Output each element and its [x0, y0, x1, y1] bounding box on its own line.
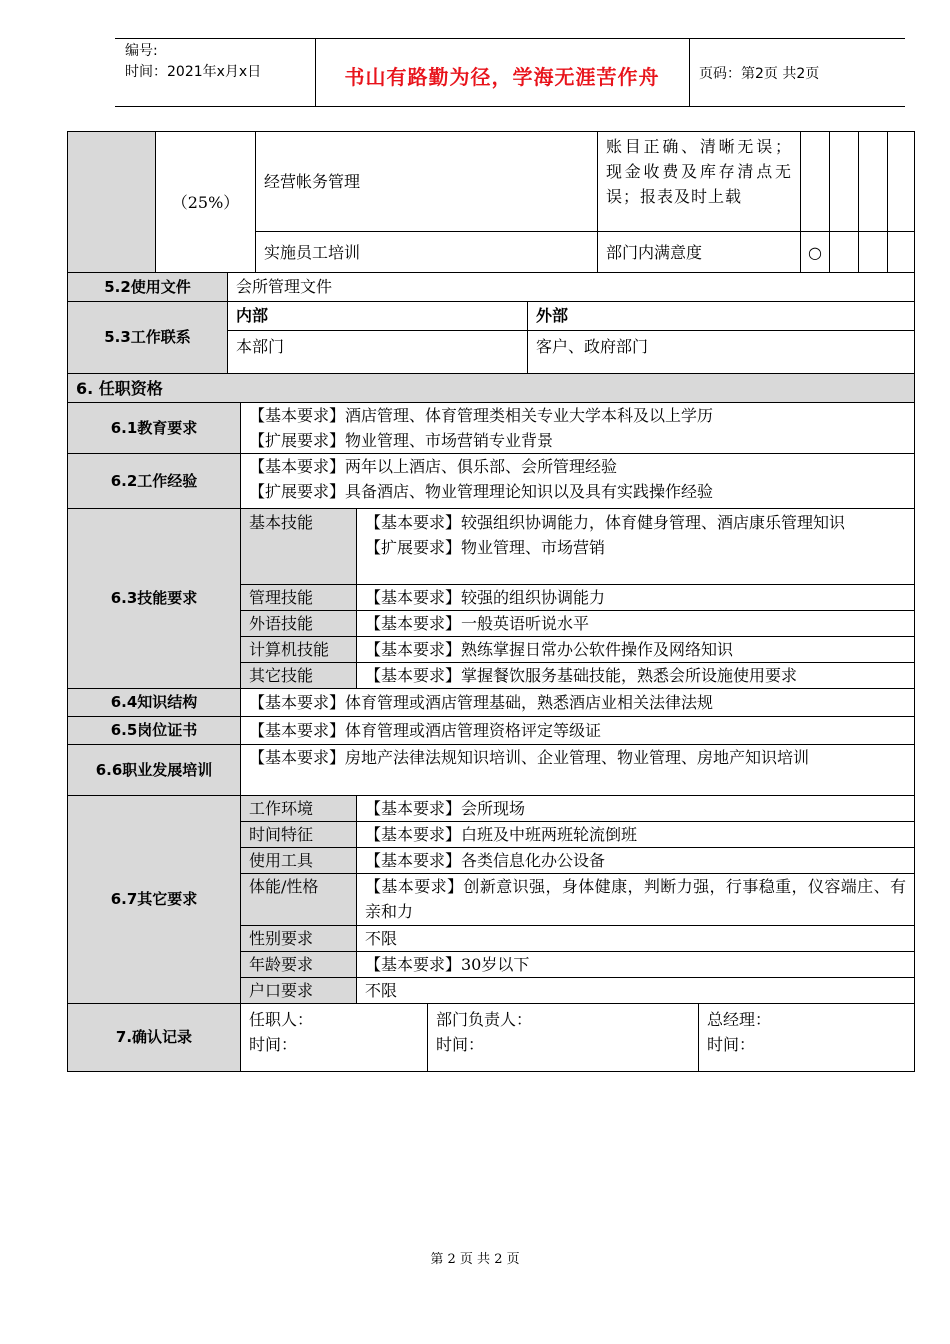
confirm-dept-head	[427, 1003, 699, 1072]
req-name: 使用工具	[240, 847, 357, 874]
section-6-1-value	[240, 402, 915, 454]
confirm-gm	[698, 1003, 915, 1072]
skill-value: 【基本要求】较强的组织协调能力	[356, 584, 915, 611]
internal-head: 内部	[227, 301, 528, 331]
section-7-label: 7.确认记录	[67, 1003, 241, 1072]
section-6-7-label: 6.7其它要求	[67, 795, 241, 1004]
external-value: 客户、政府部门	[527, 330, 915, 374]
req-name: 年龄要求	[240, 951, 357, 978]
skill-value: 【基本要求】掌握餐饮服务基础技能，熟悉会所设施使用要求	[356, 662, 915, 689]
section-6-6-value: 【基本要求】房地产法律法规知识培训、企业管理、物业管理、房地产知识培训	[240, 744, 915, 796]
weight-cell: （25%）	[155, 131, 256, 273]
number-label: 编号:	[125, 43, 158, 59]
skill-basic-line: 【基本要求】较强组织协调能力，体育健身管理、酒店康乐管理知识	[365, 513, 846, 532]
check-cell	[800, 131, 830, 232]
task-staff-training: 实施员工培训	[255, 231, 598, 273]
internal-value: 本部门	[227, 330, 528, 374]
skill-value	[356, 508, 915, 585]
check-cell	[858, 131, 888, 232]
req-value: 不限	[356, 925, 915, 952]
req-value: 【基本要求】创新意识强，身体健康，判断力强，行事稳重，仪容端庄、有亲和力	[356, 873, 915, 926]
section-6-title: 6. 任职资格	[67, 373, 915, 403]
standard-account: 账目正确、清晰无误；现金收费及库存清点无误；报表及时上载	[597, 131, 801, 232]
req-name: 性别要求	[240, 925, 357, 952]
skill-name: 计算机技能	[240, 636, 357, 663]
edu-basic: 【基本要求】酒店管理、体育管理类相关专业大学本科及以上学历	[249, 406, 714, 425]
circle-mark: ○	[800, 231, 830, 273]
req-name: 体能/性格	[240, 873, 357, 926]
standard-satisfaction: 部门内满意度	[597, 231, 801, 273]
header-page-label: 页码：第2页 共2页	[699, 66, 820, 82]
skill-name: 外语技能	[240, 610, 357, 637]
skill-value: 【基本要求】熟练掌握日常办公软件操作及网络知识	[356, 636, 915, 663]
holder-label: 任职人：	[249, 1010, 314, 1029]
skill-extended-line: 【扩展要求】物业管理、市场营销	[365, 538, 606, 557]
section-6-4-value: 【基本要求】体育管理或酒店管理基础，熟悉酒店业相关法律法规	[240, 688, 915, 717]
page-header	[115, 38, 905, 107]
external-head: 外部	[527, 301, 915, 331]
skill-name: 基本技能	[240, 508, 357, 585]
edu-extended: 【扩展要求】物业管理、市场营销专业背景	[249, 431, 554, 450]
skill-value: 【基本要求】一般英语听说水平	[356, 610, 915, 637]
section-6-2-label: 6.2工作经验	[67, 453, 241, 509]
check-cell	[887, 231, 915, 273]
section-6-6-label: 6.6职业发展培训	[67, 744, 241, 796]
gm-time-label: 时间：	[707, 1035, 756, 1054]
skill-name: 其它技能	[240, 662, 357, 689]
dept-head-label: 部门负责人：	[436, 1010, 533, 1029]
req-name: 时间特征	[240, 821, 357, 848]
section-6-5-label: 6.5岗位证书	[67, 716, 241, 745]
gm-label: 总经理：	[707, 1010, 772, 1029]
section-6-1-label: 6.1教育要求	[67, 402, 241, 454]
req-name: 工作环境	[240, 795, 357, 822]
section-6-5-value: 【基本要求】体育管理或酒店管理资格评定等级证	[240, 716, 915, 745]
top-gray-cell	[67, 131, 156, 273]
section-5-3-label: 5.3工作联系	[67, 301, 228, 374]
holder-time-label: 时间：	[249, 1035, 298, 1054]
header-motto: 书山有路勤为径，学海无涯苦作舟	[344, 65, 660, 89]
confirm-holder	[240, 1003, 428, 1072]
req-value: 【基本要求】各类信息化办公设备	[356, 847, 915, 874]
req-value: 【基本要求】白班及中班两班轮流倒班	[356, 821, 915, 848]
time-label: 时间：2021年x月x日	[125, 64, 262, 80]
section-5-2-value: 会所管理文件	[227, 272, 915, 302]
check-cell	[829, 131, 859, 232]
section-5-2-label: 5.2使用文件	[67, 272, 228, 302]
exp-extended: 【扩展要求】具备酒店、物业管理理论知识以及具有实践操作经验	[249, 482, 714, 501]
section-6-2-value	[240, 453, 915, 509]
check-cell	[858, 231, 888, 273]
page-footer: 第 2 页 共 2 页	[430, 1252, 520, 1267]
task-account-management: 经营帐务管理	[255, 131, 598, 232]
check-cell	[829, 231, 859, 273]
exp-basic: 【基本要求】两年以上酒店、俱乐部、会所管理经验	[249, 457, 618, 476]
header-meta	[125, 41, 261, 83]
header-divider	[689, 39, 690, 106]
section-6-3-label: 6.3技能要求	[67, 508, 241, 689]
check-cell	[887, 131, 915, 232]
req-value: 【基本要求】30岁以下	[356, 951, 915, 978]
skill-name: 管理技能	[240, 584, 357, 611]
dept-head-time-label: 时间：	[436, 1035, 485, 1054]
section-6-4-label: 6.4知识结构	[67, 688, 241, 717]
req-value: 不限	[356, 977, 915, 1004]
req-value: 【基本要求】会所现场	[356, 795, 915, 822]
req-name: 户口要求	[240, 977, 357, 1004]
